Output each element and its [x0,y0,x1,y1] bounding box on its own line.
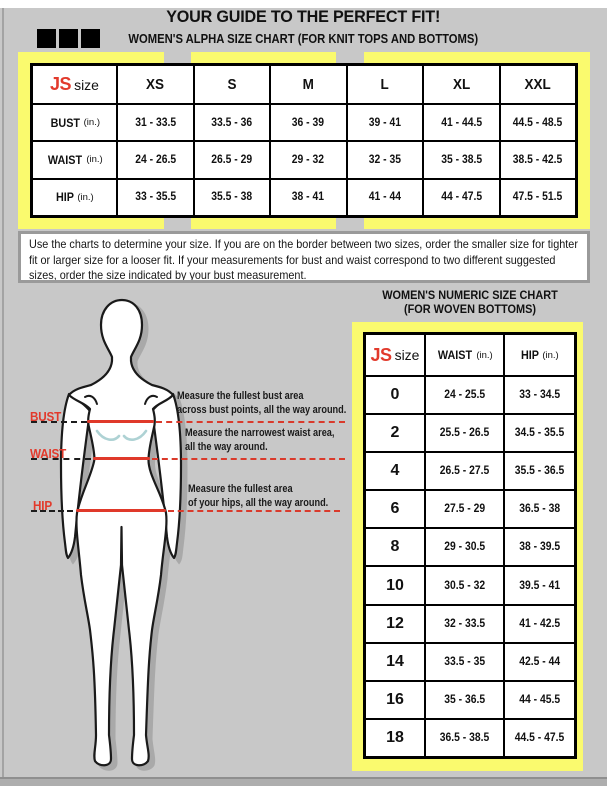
torso [69,300,173,765]
alpha-col-header: XS [116,66,193,103]
alpha-cell: 35 - 38.5 [422,140,499,177]
bust-dashed-line-red [156,421,345,423]
instructions-box [18,231,590,283]
alpha-cell: 44 - 47.5 [422,178,499,215]
numeric-hip-cell: 34.5 - 35.5 [503,413,574,451]
numeric-size-table [363,332,577,759]
waist-label: WAIST [30,446,67,461]
alpha-cell: 41 - 44 [346,178,423,215]
waist-line [93,457,150,460]
numeric-hip-cell: 39.5 - 41 [503,565,574,603]
alpha-cell: 32 - 35 [346,140,423,177]
alpha-cell: 35.5 - 38 [193,178,270,215]
hip-line [76,509,166,512]
numeric-size-cell: 2 [366,413,424,451]
numeric-waist-cell: 29 - 30.5 [424,527,503,565]
numeric-size-cell: 18 [366,718,424,756]
alpha-col-header: XXL [499,66,576,103]
body-figure [40,295,200,773]
alpha-cell: 33.5 - 36 [193,103,270,140]
alpha-cell: 38 - 41 [269,178,346,215]
numeric-size-cell: 6 [366,489,424,527]
numeric-waist-cell: 32 - 33.5 [424,604,503,642]
numeric-hip-cell: 35.5 - 36.5 [503,451,574,489]
numeric-hip-cell: 36.5 - 38 [503,489,574,527]
alpha-col-header: XL [422,66,499,103]
alpha-cell: 36 - 39 [269,103,346,140]
alpha-size-table [30,63,578,218]
alpha-cell: 44.5 - 48.5 [499,103,576,140]
numeric-size-cell: 0 [366,375,424,413]
numeric-hip-cell: 33 - 34.5 [503,375,574,413]
alpha-col-header: S [193,66,270,103]
numeric-size-cell: 14 [366,642,424,680]
numeric-waist-cell: 35 - 36.5 [424,680,503,718]
alpha-cell: 47.5 - 51.5 [499,178,576,215]
alpha-cell: 41 - 44.5 [422,103,499,140]
numeric-hip-cell: 38 - 39.5 [503,527,574,565]
numeric-col-header: WAIST (in.) [424,335,503,375]
alpha-cell: 26.5 - 29 [193,140,270,177]
alpha-cell: 33 - 35.5 [116,178,193,215]
numeric-waist-cell: 27.5 - 29 [424,489,503,527]
hip-annotation: Measure the fullest area of your hips, all the way around. [188,483,329,509]
numeric-waist-cell: 25.5 - 26.5 [424,413,503,451]
numeric-hip-cell: 42.5 - 44 [503,642,574,680]
numeric-waist-cell: 26.5 - 27.5 [424,451,503,489]
alpha-cell: 24 - 26.5 [116,140,193,177]
alpha-chart-heading: WOMEN'S ALPHA SIZE CHART (FOR KNIT TOPS AND BOTTOMS) [128,32,479,46]
alpha-row-label: BUST (in.) [33,103,116,140]
numeric-size-cell: 8 [366,527,424,565]
numeric-chart-heading: WOMEN'S NUMERIC SIZE CHART (FOR WOVEN BOTTOMS) [382,290,558,316]
alpha-row-label: HIP (in.) [33,178,116,215]
alpha-cell: 39 - 41 [346,103,423,140]
numeric-hip-cell: 41 - 42.5 [503,604,574,642]
numeric-waist-cell: 33.5 - 35 [424,642,503,680]
alpha-cell: 38.5 - 42.5 [499,140,576,177]
waist-dashed-line-red [152,458,345,460]
bust-line [87,420,154,423]
numeric-size-cell: 12 [366,604,424,642]
brand-logo-cell: JS size [366,335,424,375]
numeric-hip-cell: 44 - 45.5 [503,680,574,718]
numeric-waist-cell: 36.5 - 38.5 [424,718,503,756]
bust-annotation: Measure the fullest bust area across bust points, all the way around. [177,390,347,416]
alpha-row-label: WAIST (in.) [33,140,116,177]
numeric-size-cell: 4 [366,451,424,489]
hip-label: HIP [33,498,52,513]
numeric-hip-cell: 44.5 - 47.5 [503,718,574,756]
brand-logo: JS [50,74,72,94]
bust-label: BUST [30,409,62,424]
alpha-cell: 31 - 33.5 [116,103,193,140]
bottom-border-strip [0,777,607,786]
alpha-cell: 29 - 32 [269,140,346,177]
waist-annotation: Measure the narrowest waist area, all the way around. [185,427,335,453]
alpha-col-header: L [346,66,423,103]
page-title: YOUR GUIDE TO THE PERFECT FIT! [166,7,441,26]
numeric-waist-cell: 24 - 25.5 [424,375,503,413]
hip-dashed-line-red [168,510,340,512]
numeric-size-cell: 10 [366,565,424,603]
numeric-size-cell: 16 [366,680,424,718]
brand-logo-cell: JS size [33,66,116,103]
left-border-line [2,8,4,786]
instructions-text: Use the charts to determine your size. If you are on the border between two sizes, order the smaller size for tighter fit or larger size for a looser fit. If your measurements for bust and waist correspond to two different suggested sizes, order the size indicated by your bust measurement. [29,237,578,282]
numeric-col-header: HIP (in.) [503,335,574,375]
brand-logo: JS [370,344,392,365]
alpha-col-header: M [269,66,346,103]
numeric-waist-cell: 30.5 - 32 [424,565,503,603]
